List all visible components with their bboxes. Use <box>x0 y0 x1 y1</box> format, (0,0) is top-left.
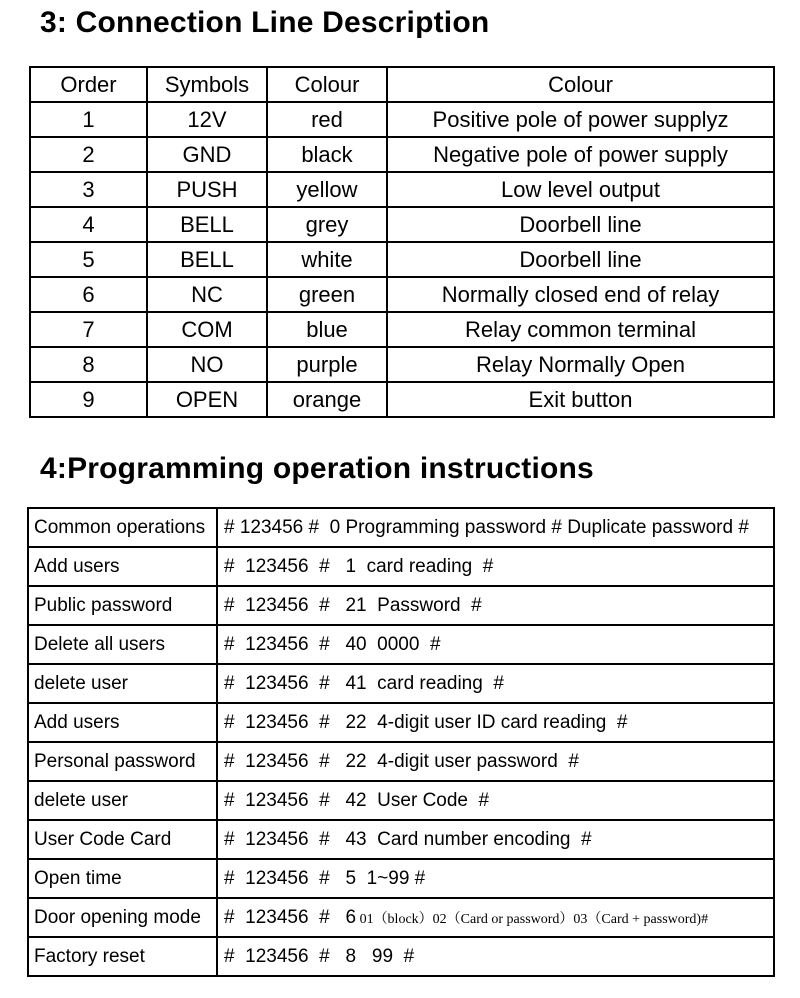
operation-cell: Personal password <box>28 742 217 781</box>
symbol-cell: BELL <box>147 207 267 242</box>
colour-cell: blue <box>267 312 387 347</box>
operation-cell: Public password <box>28 586 217 625</box>
order-cell: 5 <box>30 242 147 277</box>
order-cell: 7 <box>30 312 147 347</box>
table-row <box>28 742 774 781</box>
symbol-cell: GND <box>147 137 267 172</box>
operation-cell: Open time <box>28 859 217 898</box>
order-cell: 8 <box>30 347 147 382</box>
symbol-cell: 12V <box>147 102 267 137</box>
order-cell: 2 <box>30 137 147 172</box>
symbol-cell: COM <box>147 312 267 347</box>
command-text: # 123456 # 41 card reading # <box>224 672 504 694</box>
header-colour: Colour <box>267 67 387 102</box>
command-cell <box>217 508 774 547</box>
command-text: # 123456 # 42 User Code # <box>224 789 490 811</box>
description-cell: Negative pole of power supply <box>387 137 774 172</box>
colour-cell: green <box>267 277 387 312</box>
table-row <box>28 937 774 976</box>
colour-cell: purple <box>267 347 387 382</box>
command-text: # 123456 # 40 0000 # <box>224 633 441 655</box>
command-cell <box>217 703 774 742</box>
table-row <box>28 820 774 859</box>
description-cell: Exit button <box>387 382 774 417</box>
operation-cell: Factory reset <box>28 937 217 976</box>
table-row <box>30 102 774 137</box>
colour-cell: red <box>267 102 387 137</box>
command-cell <box>217 625 774 664</box>
order-cell: 4 <box>30 207 147 242</box>
description-cell: Doorbell line <box>387 207 774 242</box>
programming-section-title: 4:Programming operation instructions <box>40 452 594 485</box>
symbol-cell: NO <box>147 347 267 382</box>
symbol-cell: OPEN <box>147 382 267 417</box>
command-text: # 123456 # 21 Password # <box>224 594 482 616</box>
command-cell <box>217 898 774 937</box>
command-cell <box>217 664 774 703</box>
colour-cell: white <box>267 242 387 277</box>
command-cell <box>217 742 774 781</box>
operation-cell: User Code Card <box>28 820 217 859</box>
table-row <box>28 703 774 742</box>
table-row <box>30 207 774 242</box>
table-row <box>28 508 774 547</box>
order-cell: 6 <box>30 277 147 312</box>
command-cell <box>217 586 774 625</box>
table-row <box>28 625 774 664</box>
operation-cell: Delete all users <box>28 625 217 664</box>
table-row <box>30 277 774 312</box>
operation-cell: Common operations <box>28 508 217 547</box>
command-text: # 123456 # 43 Card number encoding # <box>224 828 592 850</box>
operation-cell: delete user <box>28 781 217 820</box>
table-row <box>28 586 774 625</box>
table-row <box>30 382 774 417</box>
operation-cell: Add users <box>28 547 217 586</box>
command-cell <box>217 859 774 898</box>
colour-cell: yellow <box>267 172 387 207</box>
command-text: # 123456 # 8 99 # <box>224 945 415 967</box>
colour-cell: black <box>267 137 387 172</box>
table-row <box>30 172 774 207</box>
description-cell: Doorbell line <box>387 242 774 277</box>
table-row <box>28 547 774 586</box>
mode-options-text: 01（block）02（Card or password）03（Card + password)# <box>356 911 709 927</box>
operation-cell: Door opening mode <box>28 898 217 937</box>
description-cell: Relay Normally Open <box>387 347 774 382</box>
order-cell: 3 <box>30 172 147 207</box>
table-row <box>28 664 774 703</box>
table-header-row <box>30 67 774 102</box>
table-row <box>30 312 774 347</box>
command-text: # 123456 # 1 card reading # <box>224 555 494 577</box>
command-text: # 123456 # 22 4-digit user ID card reading # <box>224 711 628 733</box>
table-row <box>28 781 774 820</box>
table-row <box>28 859 774 898</box>
command-cell <box>217 547 774 586</box>
table-row <box>30 347 774 382</box>
connection-line-table <box>29 66 775 418</box>
command-text: # 123456 # 22 4-digit user password # <box>224 750 579 772</box>
description-cell: Relay common terminal <box>387 312 774 347</box>
description-cell: Normally closed end of relay <box>387 277 774 312</box>
operation-cell: Add users <box>28 703 217 742</box>
operation-cell: delete user <box>28 664 217 703</box>
table-row <box>30 137 774 172</box>
header-description: Colour <box>387 67 774 102</box>
command-text: # 123456 # 5 1~99 # <box>224 867 426 889</box>
table-row <box>28 898 774 937</box>
description-cell: Positive pole of power supplyz <box>387 102 774 137</box>
order-cell: 9 <box>30 382 147 417</box>
order-cell: 1 <box>30 102 147 137</box>
command-cell <box>217 820 774 859</box>
programming-table <box>27 507 775 977</box>
connection-section-title: 3: Connection Line Description <box>40 6 490 39</box>
colour-cell: grey <box>267 207 387 242</box>
command-text: # 123456 # 6 <box>224 906 357 928</box>
header-order: Order <box>30 67 147 102</box>
colour-cell: orange <box>267 382 387 417</box>
header-symbols: Symbols <box>147 67 267 102</box>
table-row <box>30 242 774 277</box>
description-cell: Low level output <box>387 172 774 207</box>
command-text: # 123456 # 0 Programming password # Duplicate password # <box>224 516 749 538</box>
command-cell <box>217 781 774 820</box>
symbol-cell: BELL <box>147 242 267 277</box>
symbol-cell: PUSH <box>147 172 267 207</box>
symbol-cell: NC <box>147 277 267 312</box>
command-cell <box>217 937 774 976</box>
